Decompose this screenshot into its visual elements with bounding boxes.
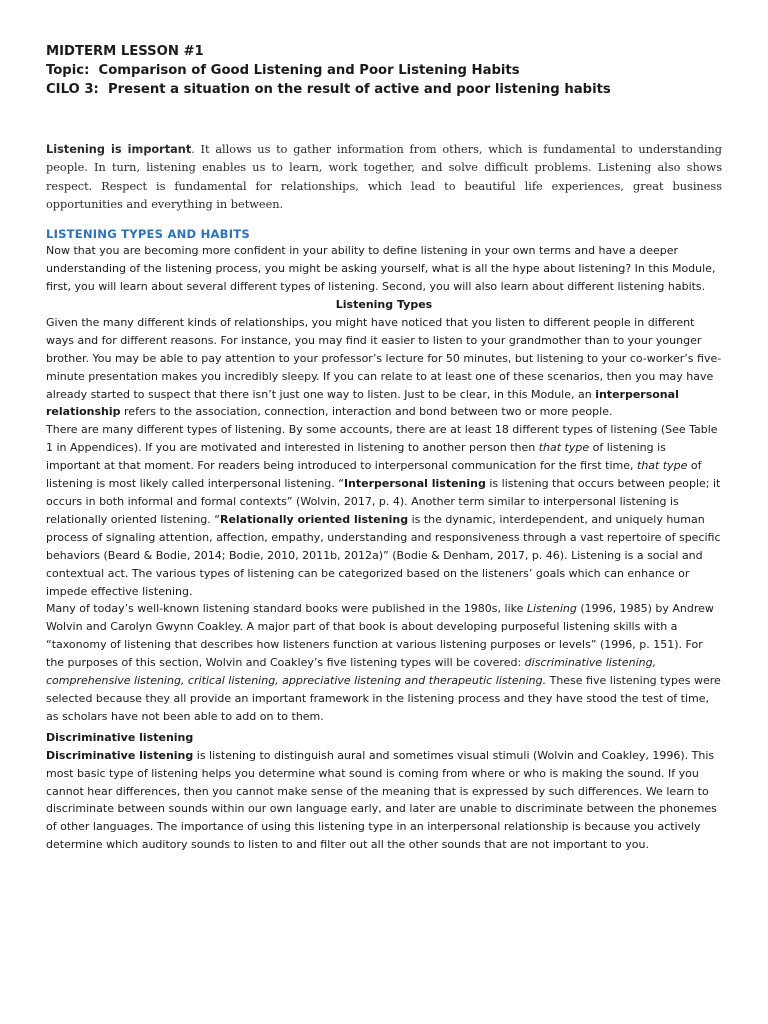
text-run: of listening is important at that moment. For readers being introduced to interpersonal communication for the first time, (46, 441, 666, 473)
topic-value: Comparison of Good Listening and Poor Listening Habits (98, 63, 520, 78)
discriminative-paragraph (46, 747, 722, 854)
bold-term: Relationally oriented listening (219, 512, 409, 526)
lesson-title: MIDTERM LESSON #1 (46, 44, 204, 59)
listening-types-heading: Listening Types (335, 297, 433, 311)
text-run: is listening that occurs between people; it occurs in both informal and formal contexts” (Wolvin, 2017, p. 4). Another term similar to interpersonal listening is relationally oriented listening. “ (46, 477, 721, 526)
text-run: is listening to distinguish aural and sometimes visual stimuli (Wolvin and Coakley, 1996). This most basic type of listening helps you determine what sound is coming from where or who is making the sound. If you cannot hear differences, then you cannot make sense of the meaning that is expressed by such differences. We learn to discriminate between sounds within our own language early, and later are unable to discriminate between the phonemes of other languages. The importance of using this listening type in an interpersonal relationship is because you actively determine which auditory sounds to listen to and filter out all the other sounds that are not important to you. (46, 748, 717, 852)
bold-term: Discriminative listening (46, 748, 194, 762)
many-types-paragraph (46, 421, 722, 600)
italic-term: Listening (526, 602, 577, 616)
cilo-value: Present a situation on the result of active and poor listening habits (107, 82, 611, 97)
listening-types-paragraph (46, 314, 722, 421)
cilo-label: CILO 3: (46, 82, 99, 97)
topic-label: Topic: (46, 63, 90, 78)
text-run: is the dynamic, interdependent, and uniquely human process of signaling attention, affection, empathy, understanding and responsiveness through a vast repertoire of specific behaviors (Beard & Bodie, 2014; Bodie, 2010, 2011b, 2012a)” (Bodie & Denham, 2017, p. 46). Listening is a social and contextual act. The various types of listening can be categorized based on the listeners’ goals which can enhance or impede effective listening. (46, 512, 721, 598)
italic-term: discriminative listening, comprehensive listening, critical listening, appreciative listening and therapeutic listening. (46, 656, 657, 688)
listening-intro-paragraph: Now that you are becoming more confident in your ability to define listening in your own terms and have a deeper understanding of the listening process, you might be asking yourself, what is all the hype about listening? In this Module, first, you will learn about several different types of listening. Second, you will also learn about different listening habits. (46, 244, 716, 293)
text-run: Given the many different kinds of relationships, you might have noticed that you listen to different people in different ways and for different reasons. For instance, you may find it easier to listen to your grandmother than to your younger brother. You may be able to pay attention to your professor’s lecture for 50 minutes, but listening to your co-worker’s five-minute presentation makes you incredibly sleepy. If you can relate to at least one of these scenarios, then you may have already started to suspect that there isn’t just one way to listen. Just to be clear, in this Module, an (46, 315, 722, 401)
text-run: of listening is most likely called interpersonal listening. “ (46, 459, 702, 491)
intro-lead: Listening is important (46, 143, 192, 156)
text-run: refers to the association, connection, interaction and bond between two or more people. (120, 405, 613, 419)
cilo-line (46, 80, 722, 99)
section-title: LISTENING TYPES AND HABITS (46, 227, 250, 242)
lesson-header (46, 42, 722, 99)
text-run: There are many different types of listening. By some accounts, there are at least 18 different types of listening (See Table 1 in Appendices). If you are motivated and interested in listening to another person then (46, 423, 718, 455)
topic-line (46, 61, 722, 80)
italic-term: that type (538, 441, 590, 455)
text-run: (1996, 1985) by Andrew Wolvin and Carolyn Gwynn Coakley. A major part of that book is about developing purposeful listening skills with a “taxonomy of listening that describes how listeners function at various listening purposes or levels” (1996, p. 151). For the purposes of this section, Wolvin and Coakley’s five listening types will be covered: (46, 602, 714, 670)
discriminative-heading: Discriminative listening (46, 730, 194, 744)
text-run: These five listening types were selected because they all provide an important framework in the listening process and they have stood the test of time, as scholars have not been able to add on to them. (46, 674, 721, 723)
document-body (46, 242, 722, 854)
text-run: Many of today’s well-known listening standard books were published in the 1980s, like (46, 602, 527, 616)
italic-term: that type (637, 459, 688, 473)
intro-rest: . It allows us to gather information from others, which is fundamental to understanding people. In turn, listening enables us to learn, work together, and solve difficult problems. Listening also shows respect. Respect is fundamental for relationships, which lead to beautiful life experiences, great business opportunities and everything in between. (46, 143, 722, 211)
intro-paragraph (46, 141, 722, 214)
bold-term: Interpersonal listening (343, 477, 486, 491)
document-page (46, 42, 722, 854)
books-paragraph (46, 600, 722, 725)
bold-term: interpersonal relationship (46, 387, 679, 419)
